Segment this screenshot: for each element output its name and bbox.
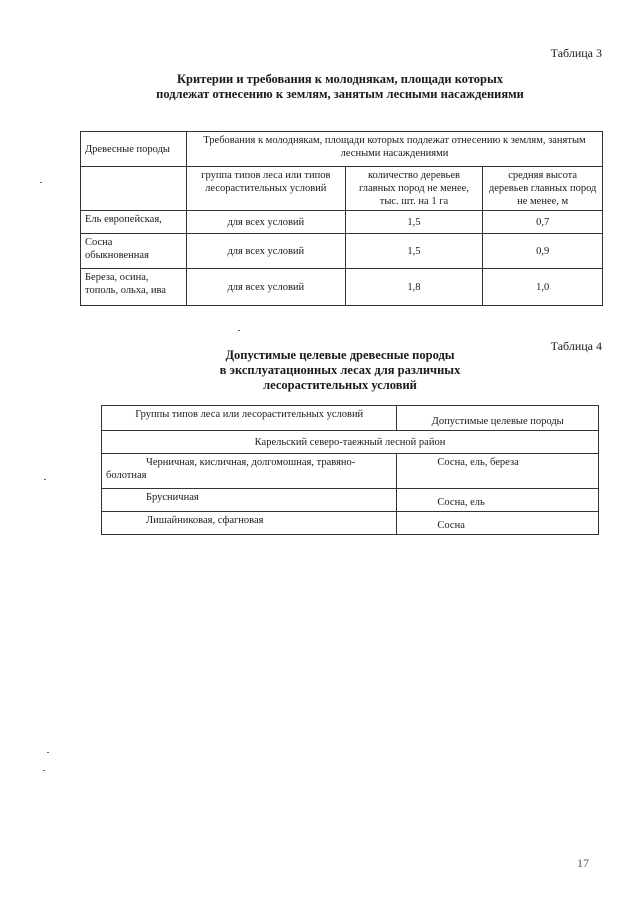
table3-title-line2: подлежат отнесению к землям, занятым лесными насаждениями bbox=[156, 87, 524, 101]
page-number: 17 bbox=[577, 856, 589, 870]
table4-title bbox=[110, 348, 570, 393]
table3-cell-group: для всех условий bbox=[186, 211, 345, 234]
table3 bbox=[80, 131, 603, 306]
table3-cell-species: Береза, осина, тополь, ольха, ива bbox=[81, 269, 187, 306]
table4-title-line1: Допустимые целевые древесные породы bbox=[225, 348, 455, 362]
table4-title-line3: лесорастительных условий bbox=[263, 378, 417, 392]
table3-sub-count: количество деревьев главных пород не менее, тыс. шт. на 1 га bbox=[345, 167, 483, 211]
table3-cell-group: для всех условий bbox=[186, 234, 345, 269]
table4-cell-group bbox=[102, 454, 397, 489]
scan-speck bbox=[47, 752, 49, 753]
table3-cell-species: Сосна обыкновенная bbox=[81, 234, 187, 269]
table3-sub-group: группа типов леса или типов лесорастительных условий bbox=[186, 167, 345, 211]
table3-title bbox=[80, 72, 600, 102]
table-row bbox=[102, 489, 599, 512]
scan-speck bbox=[43, 770, 45, 771]
table4-header-groups: Группы типов леса или лесорастительных условий bbox=[102, 406, 397, 431]
scan-speck bbox=[40, 182, 42, 183]
table-row bbox=[81, 269, 603, 306]
table3-header-requirements: Требования к молоднякам, площади которых подлежат отнесению к землям, занятым лесными насаждениями bbox=[186, 132, 602, 167]
table3-cell-height: 0,9 bbox=[483, 234, 603, 269]
table3-cell-group: для всех условий bbox=[186, 269, 345, 306]
table3-label: Таблица 3 bbox=[550, 46, 602, 60]
table-row bbox=[102, 454, 599, 489]
table3-title-line1: Критерии и требования к молоднякам, площади которых bbox=[176, 72, 504, 86]
table3-cell-height: 0,7 bbox=[483, 211, 603, 234]
table3-cell-height: 1,0 bbox=[483, 269, 603, 306]
table4-cell-group: Лишайниковая, сфагновая bbox=[102, 512, 397, 535]
table4-label: Таблица 4 bbox=[550, 339, 602, 353]
table3-cell-species: Ель европейская, bbox=[81, 211, 187, 234]
table3-header-species: Древесные породы bbox=[81, 132, 187, 167]
table4-title-line2: в эксплуатационных лесах для различных bbox=[219, 363, 461, 377]
table4-region: Карельский северо-таежный лесной район bbox=[102, 431, 599, 454]
table3-cell-count: 1,5 bbox=[345, 234, 483, 269]
scan-speck bbox=[44, 479, 46, 480]
table4-header-species: Допустимые целевые породы bbox=[397, 406, 599, 431]
table4-cell-group-text: Черничная, кисличная, долгомошная, травяно-болотная bbox=[106, 457, 356, 481]
table-row bbox=[81, 211, 603, 234]
table-row bbox=[102, 512, 599, 535]
table4-cell-species: Сосна, ель bbox=[397, 489, 599, 512]
table4 bbox=[101, 405, 599, 535]
table3-cell-count: 1,5 bbox=[345, 211, 483, 234]
table4-cell-species: Сосна, ель, береза bbox=[397, 454, 599, 489]
table-row bbox=[81, 234, 603, 269]
scan-speck bbox=[238, 330, 240, 331]
table3-sub-height: средняя высота деревьев главных пород не менее, м bbox=[483, 167, 603, 211]
table3-cell-count: 1,8 bbox=[345, 269, 483, 306]
table3-sub-empty bbox=[81, 167, 187, 211]
table4-cell-group: Брусничная bbox=[102, 489, 397, 512]
table4-cell-species: Сосна bbox=[397, 512, 599, 535]
